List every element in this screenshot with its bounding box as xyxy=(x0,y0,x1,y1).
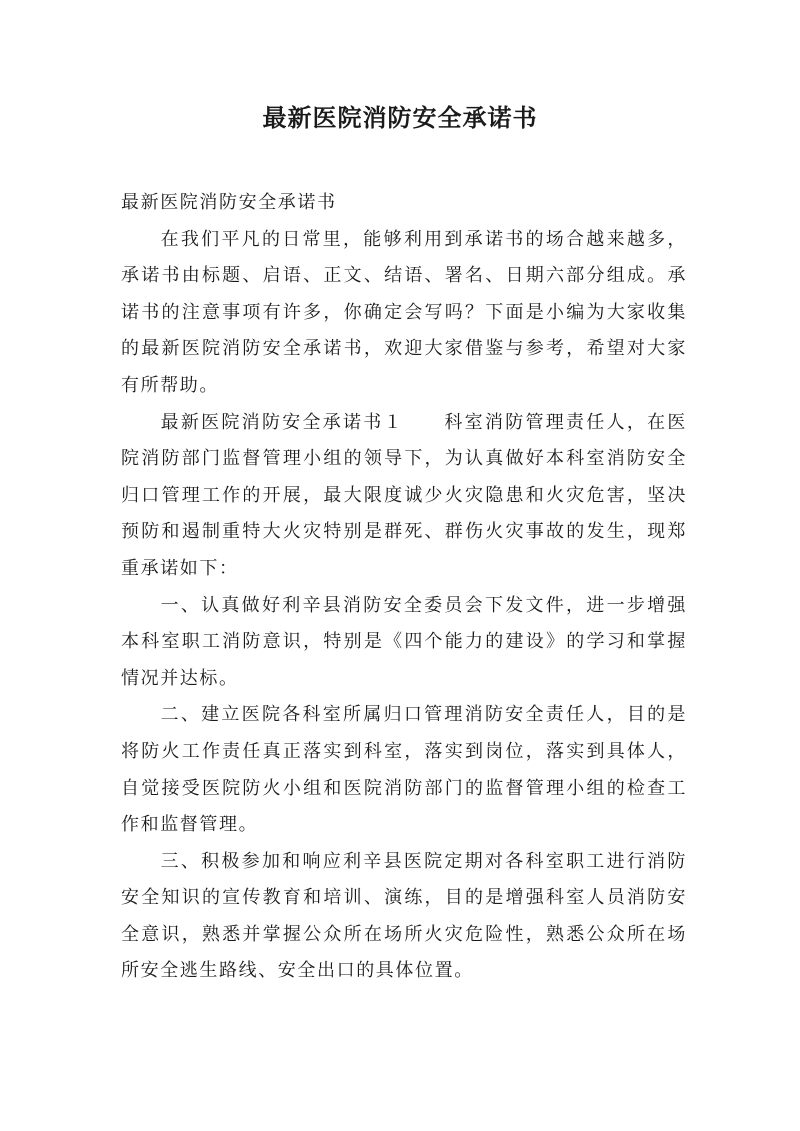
paragraph-item-2: 二、建立医院各科室所属归口管理消防安全责任人，目的是将防火工作责任真正落实到科室，落实到岗位，落实到具体人，自觉接受医院防火小组和医院消防部门的监督管理小组的检查工作和监督管理。 xyxy=(121,704,687,836)
document-subtitle: 最新医院消防安全承诺书 xyxy=(121,192,337,213)
paragraph-item-1: 一、认真做好利辛县消防安全委员会下发文件，进一步增强本科室职工消防意识，特别是《四个能力的建设》的学习和掌握情况并达标。 xyxy=(121,594,687,689)
document-title: 最新医院消防安全承诺书 xyxy=(262,104,538,132)
document-body xyxy=(121,185,687,990)
paragraph-item-3: 三、积极参加和响应利辛县医院定期对各科室职工进行消防安全知识的宣传教育和培训、演练，目的是增强科室人员消防安全意识，熟悉并掌握公众所在场所火灾危险性，熟悉公众所在场所安全逃生路线、安全出口的具体位置。 xyxy=(121,850,687,982)
paragraph-intro: 在我们平凡的日常里，能够利用到承诺书的场合越来越多，承诺书由标题、启语、正文、结语、署名、日期六部分组成。承诺书的注意事项有许多，你确定会写吗？下面是小编为大家收集的最新医院消防安全承诺书，欢迎大家借鉴与参考，希望对大家有所帮助。 xyxy=(121,228,687,396)
paragraph-commitment-heading: 最新医院消防安全承诺书１ 科室消防管理责任人，在医院消防部门监督管理小组的领导下，为认真做好本科室消防安全归口管理工作的开展，最大限度诚少火灾隐患和火灾危害，坚决预防和遏制重特大火灾特别是群死、群伤火灾事故的发生，现郑重承诺如下： xyxy=(121,411,687,579)
